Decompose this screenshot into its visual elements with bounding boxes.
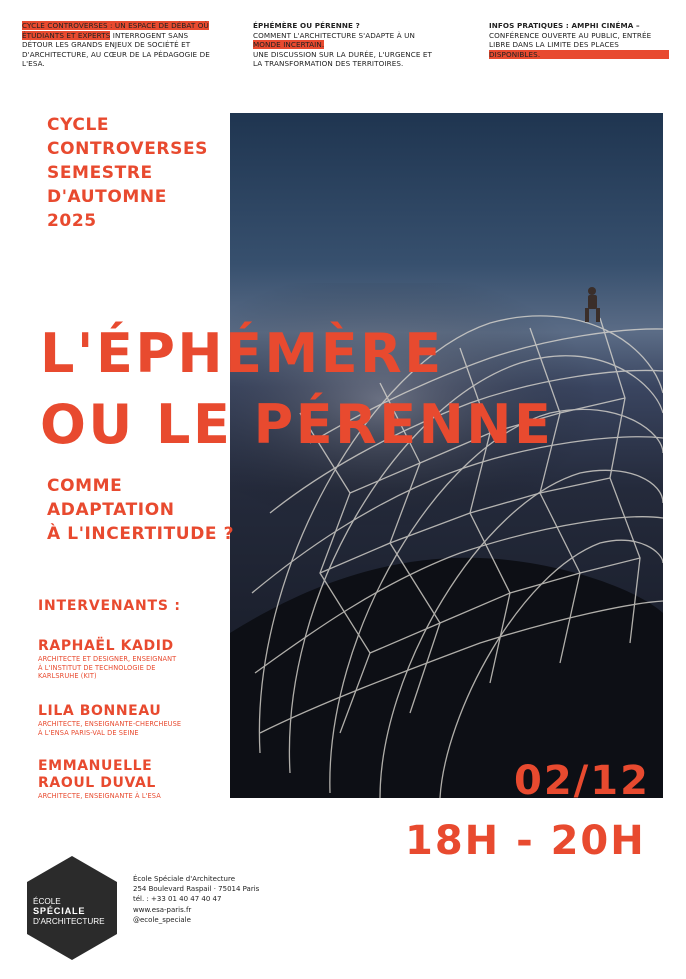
- header-col-2-line1: COMMENT L'ARCHITECTURE S'ADAPTE À UN: [253, 30, 415, 40]
- address-line: tél. : +33 01 40 47 40 47: [133, 895, 222, 904]
- speaker-role: À L'INSTITUT DE TECHNOLOGIE DE: [38, 663, 156, 672]
- speaker-role: ARCHITECTE, ENSEIGNANTE-CHERCHEUSE: [38, 720, 182, 728]
- speaker-name: RAPHAËL KADID: [38, 638, 174, 654]
- speaker-3: [38, 758, 161, 801]
- page-title: [40, 318, 553, 460]
- title-line-2: OU LE PÉRENNE: [40, 393, 554, 456]
- speaker-role: ARCHITECTE, ENSEIGNANTE À L'ESA: [38, 792, 161, 800]
- cycle-block: [47, 113, 208, 233]
- logo-line-2: SPÉCIALE: [33, 906, 86, 916]
- subtitle-line: COMME: [47, 476, 123, 496]
- speaker-role: À L'ENSA PARIS-VAL DE SEINE: [38, 728, 139, 737]
- header-col-2: [253, 21, 443, 69]
- speaker-role: ARCHITECTE ET DESIGNER, ENSEIGNANT: [38, 655, 177, 663]
- header-col-3-heading: INFOS PRATIQUES : AMPHI CINÉMA –: [489, 21, 640, 30]
- subtitle-line: À L'INCERTITUDE ?: [47, 524, 235, 544]
- esa-logo: [27, 856, 117, 960]
- header-col-2-highlight: MONDE INCERTAIN.: [253, 40, 325, 50]
- header-col-2-body: UNE DISCUSSION SUR LA DURÉE, L'URGENCE ET LA TRANSFORMATION DES TERRITOIRES.: [253, 49, 433, 69]
- cycle-line: CYCLE: [47, 115, 110, 135]
- speaker-2: [38, 703, 181, 737]
- speaker-1: [38, 638, 176, 681]
- address-line: École Spéciale d'Architecture: [133, 875, 236, 883]
- logo-line-1: ÉCOLE: [33, 897, 61, 906]
- cycle-line: 2025: [47, 211, 97, 231]
- website-link[interactable]: www.esa-paris.fr: [133, 905, 192, 914]
- social-handle[interactable]: @ecole_speciale: [133, 915, 191, 924]
- header-col-3-highlight: DISPONIBLES.: [489, 50, 669, 60]
- speaker-name: RAOUL DUVAL: [38, 775, 156, 791]
- speakers-heading: INTERVENANTS :: [38, 598, 181, 614]
- header-col-1: [22, 21, 212, 69]
- address-block: [133, 874, 259, 925]
- header-col-3-body: CONFÉRENCE OUVERTE AU PUBLIC, ENTRÉE LIBRE DANS LA LIMITE DES PLACES: [489, 30, 652, 50]
- speaker-name: LILA BONNEAU: [38, 703, 162, 719]
- address-line: 254 Boulevard Raspail · 75014 Paris: [133, 885, 260, 894]
- header-col-1-highlight: CYCLE CONTROVERSES : UN ESPACE DE DÉBAT OÙ ÉTUDIANTS ET EXPERTS: [22, 21, 209, 40]
- header-col-3: [489, 21, 669, 59]
- cycle-line: CONTROVERSES: [47, 139, 208, 159]
- header-col-1-body: INTERROGENT SANS DÉTOUR LES GRANDS ENJEUX DE SOCIÉTÉ ET D'ARCHITECTURE, AU CŒUR DE LA PÉDAGOGIE DE L'ESA.: [22, 30, 210, 69]
- subtitle: [47, 474, 234, 546]
- cycle-line: D'AUTOMNE: [47, 187, 167, 207]
- logo-line-3: D'ARCHITECTURE: [33, 917, 105, 926]
- speaker-name: EMMANUELLE: [38, 758, 153, 774]
- event-time: 18H - 20H: [405, 818, 646, 864]
- cycle-line: SEMESTRE: [47, 163, 153, 183]
- subtitle-line: ADAPTATION: [47, 500, 175, 520]
- event-date: 02/12: [514, 758, 650, 804]
- title-line-1: L'ÉPHÉMÈRE: [40, 322, 444, 385]
- speaker-role: KARLSRUHE (KIT): [38, 672, 97, 681]
- header-col-2-heading: ÉPHÉMÈRE OU PÉRENNE ?: [253, 21, 360, 30]
